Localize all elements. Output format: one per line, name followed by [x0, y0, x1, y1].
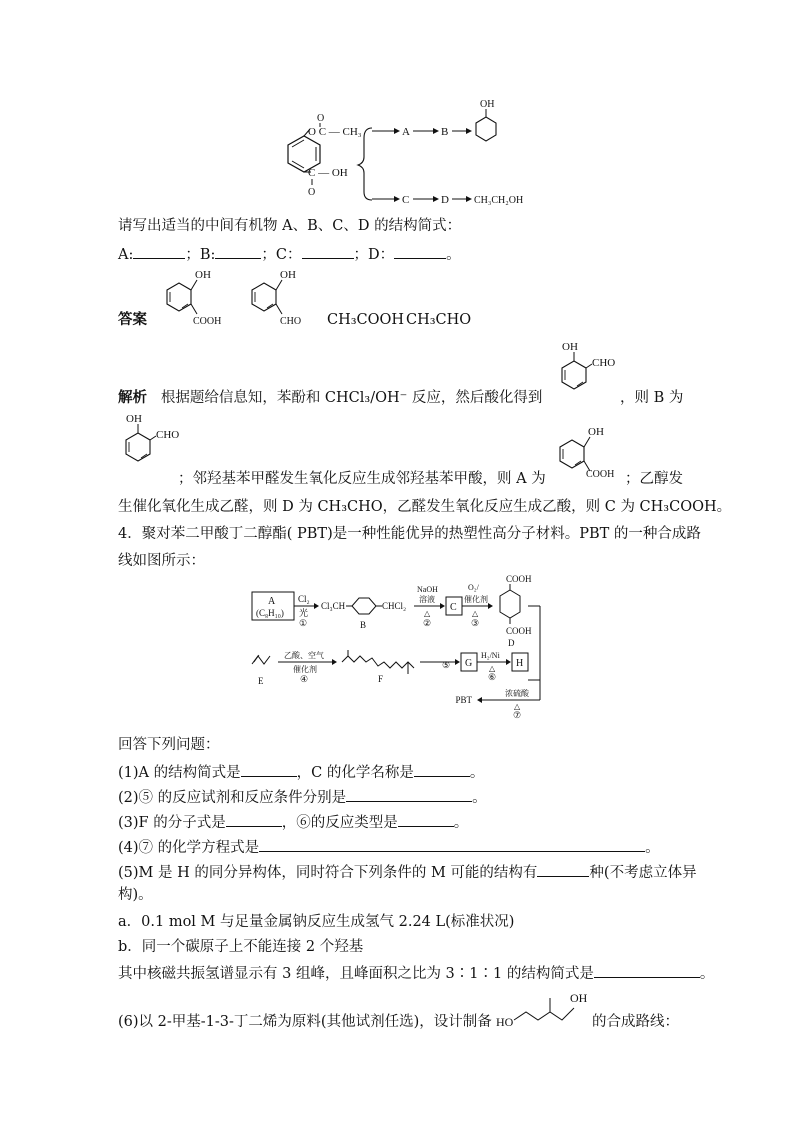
analysis-label: 解析 — [118, 389, 147, 406]
mol1-cooh: COOH — [193, 316, 222, 327]
step1-reagent: Cl₂ — [298, 594, 310, 604]
q4-part4-a: (4)⑦ 的化学方程式是 — [118, 840, 260, 856]
analysis-mol1-oh: OH — [562, 341, 578, 353]
analysis-text-3: 生催化氧化生成乙醛，则 D 为 CH₃CHO，乙醛发生氧化反应生成乙酸，则 C 为 CH₃COOH。 — [118, 499, 732, 515]
mol2-cho: CHO — [280, 316, 302, 327]
blank-d-label: ；D： — [353, 247, 395, 263]
step7-num: ⑦ — [513, 710, 522, 720]
q4-part5-line1 — [118, 861, 697, 883]
top-path-b: B — [441, 126, 449, 138]
answer-c: CH₃COOH — [327, 312, 405, 328]
top-path-a: A — [402, 126, 410, 138]
mol2-oh: OH — [280, 269, 296, 281]
step1-num: ① — [299, 618, 308, 628]
q4-part5-b: 种(不考虑立体异 — [589, 865, 697, 881]
analysis-mol3-oh: OH — [588, 426, 604, 438]
q4-part2-blank — [346, 786, 472, 802]
blank-a — [133, 243, 185, 259]
q4-part2 — [118, 786, 487, 808]
q4-part5-c: 其中核磁共振氢谱显示有 3 组峰，且峰面积之比为 3∶1∶1 的结构简式是 — [118, 966, 594, 982]
q4-part3-a: (3)F 的分子式是 — [118, 815, 226, 831]
scheme-g: G — [465, 658, 473, 669]
step7-reagent: 浓硫酸 — [505, 689, 529, 698]
scheme-b-left: Cl₃CH — [321, 601, 346, 611]
phenol-ring — [476, 117, 496, 141]
blank-a-label: A: — [118, 247, 134, 263]
scheme-aspirin-reaction — [268, 95, 538, 210]
bottom-path-d: D — [441, 194, 449, 206]
step6-condition: △ — [489, 664, 496, 673]
q4-part1-b: ，C 的化学名称是 — [296, 765, 414, 781]
q4-part1 — [118, 761, 484, 783]
step2-num: ② — [423, 618, 432, 628]
q4-part1-end: 。 — [469, 765, 485, 781]
analysis-mol1-cho: CHO — [592, 357, 616, 369]
step1-condition: 光 — [299, 608, 309, 618]
scheme-d-bottom: COOH — [506, 626, 532, 636]
pbt-synthesis-scheme — [248, 572, 558, 720]
q4-part5-end: 。 — [699, 966, 715, 982]
blank-c — [302, 243, 354, 259]
analysis-mol3-cooh: COOH — [586, 469, 615, 480]
q4-cond-a: a．0.1 mol M 与足量金属钠反应生成氢气 2.24 L(标准状况) — [118, 914, 515, 930]
q4-part5-blank — [537, 861, 589, 877]
q4-part2-end: 。 — [472, 790, 487, 806]
step6-num: ⑥ — [488, 672, 497, 682]
step2-condition: △ — [424, 609, 431, 618]
scheme-h: H — [516, 658, 524, 669]
q4-part1-blank1 — [241, 761, 297, 777]
step3-reagent: O₂/ — [468, 583, 479, 592]
scheme-e-label: E — [258, 676, 264, 686]
q6-mol-oh: OH — [570, 991, 588, 1005]
step3-num: ③ — [471, 618, 480, 628]
q4-intro-1: 4．聚对苯二甲酸丁二醇酯( PBT)是一种性能优异的热塑性高分子材料。PBT 的一种合成路 — [118, 526, 701, 542]
answer-mol-salicylic-acid — [155, 268, 235, 330]
analysis-mol2-oh: OH — [126, 413, 142, 425]
q4-part3-blank2 — [398, 811, 454, 827]
q4-part6-b: 的合成路线： — [592, 1014, 679, 1030]
blank-end: 。 — [446, 247, 461, 263]
scheme-a-formula: (C₈H₁₀) — [256, 608, 284, 618]
blank-d — [394, 243, 446, 259]
analysis-mol-salicylic-acid — [548, 425, 628, 487]
ester-o-top: O — [317, 113, 325, 124]
scheme-pbt: PBT — [455, 695, 472, 705]
scheme-d-top: COOH — [506, 574, 532, 584]
answer-d: CH₃CHO — [406, 312, 472, 328]
step5-num: ⑤ — [442, 660, 451, 670]
scheme-e-butadiene — [252, 656, 270, 664]
q3-prompt: 请写出适当的中间有机物 A、B、C、D 的结构简式： — [118, 218, 462, 234]
q4-part3-b: ，⑥的反应类型是 — [281, 815, 398, 831]
q4-part2-a: (2)⑤ 的反应试剂和反应条件分别是 — [118, 790, 347, 806]
q4-part6-a: (6)以 2-甲基-1-3-丁二烯为原料(其他试剂任选)，设计制备 — [118, 1014, 492, 1030]
q4-part3 — [118, 811, 468, 833]
scheme-b-right: CHCl₂ — [382, 601, 407, 611]
scheme-f-skeleton — [342, 656, 414, 668]
q4-part5-line2: 构)。 — [118, 887, 153, 903]
step2-reagent-2: 溶液 — [419, 595, 435, 604]
scheme-d-label: D — [508, 638, 515, 648]
step4-condition: 催化剂 — [293, 665, 317, 674]
q4-part5-a: (5)M 是 H 的同分异构体，同时符合下列条件的 M 可能的结构有 — [118, 865, 538, 881]
q4-part5-line3 — [118, 962, 714, 984]
scheme-f-label: F — [378, 674, 384, 684]
scheme-a: A — [268, 596, 276, 607]
blank-b-label: ；B: — [185, 247, 216, 263]
blank-c-label: ；C： — [261, 247, 302, 263]
q4-part4 — [118, 836, 660, 858]
ethanol-label: CH₃CH₂OH — [474, 195, 524, 206]
acid-o-bottom: O — [308, 187, 316, 198]
step2-reagent: NaOH — [417, 585, 438, 594]
mol1-oh: OH — [195, 269, 211, 281]
blank-b — [215, 243, 261, 259]
scheme-c: C — [450, 602, 457, 613]
ester-label: O C — CH₃ — [308, 126, 362, 138]
step7-condition: △ — [514, 702, 521, 711]
q4-answer-intro: 回答下列问题： — [118, 737, 220, 753]
phenol-oh: OH — [480, 99, 495, 110]
answer-label: 答案 — [118, 311, 147, 328]
q4-part1-blank2 — [414, 761, 470, 777]
q6-mol-ho: HO — [496, 1015, 514, 1029]
step3-condition: △ — [472, 609, 479, 618]
step4-reagent: 乙酸、空气 — [284, 651, 324, 660]
step3-reagent-2: 催化剂 — [464, 595, 488, 604]
branch-brace — [358, 128, 372, 200]
analysis-mol2-cho: CHO — [156, 429, 180, 441]
q4-part1-a: (1)A 的结构简式是 — [118, 765, 241, 781]
analysis-line-1 — [118, 388, 542, 408]
analysis-text-1: 根据题给信息知，苯酚和 CHCl₃/OH⁻ 反应，然后酸化得到 — [160, 390, 543, 406]
q4-part3-blank1 — [226, 811, 282, 827]
answer-mol-salicylaldehyde — [240, 268, 320, 330]
scheme-d-ring — [500, 590, 520, 618]
q4-part5-blank2 — [594, 962, 700, 978]
q3-blanks — [118, 243, 461, 265]
q4-part3-end: 。 — [453, 815, 469, 831]
step6-reagent: H₂/Ni — [481, 651, 500, 660]
q6-target-diol — [494, 988, 594, 1033]
scheme-b-ring — [352, 598, 376, 614]
step4-num: ④ — [300, 674, 309, 684]
acid-label: C — OH — [308, 167, 348, 179]
bottom-path-c: C — [402, 194, 410, 206]
q4-intro-2: 线如图所示： — [118, 553, 205, 569]
q4-cond-b: b．同一个碳原子上不能连接 2 个羟基 — [118, 939, 364, 955]
q4-part4-end: 。 — [645, 840, 660, 856]
q4-part4-blank — [259, 836, 645, 852]
scheme-b-label: B — [360, 620, 367, 630]
analysis-text-1-end: ，则 B 为 — [620, 390, 684, 406]
analysis-text-2-end: ；乙醇发 — [625, 471, 683, 487]
analysis-text-2: ；邻羟基苯甲醛发生氧化反应生成邻羟基苯甲酸，则 A 为 — [178, 471, 546, 487]
